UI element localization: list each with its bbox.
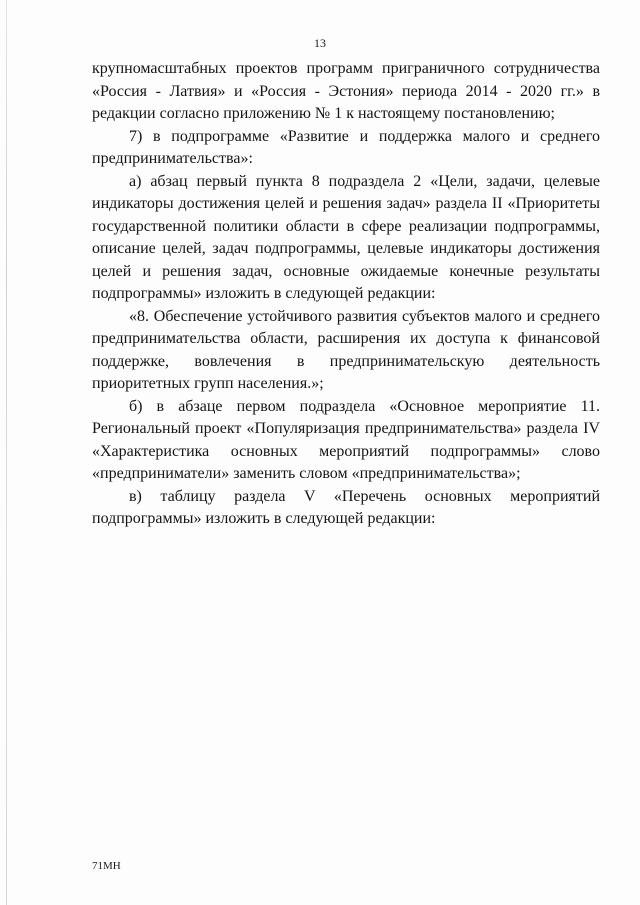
paragraph-item-a: а) абзац первый пункта 8 подраздела 2 «Цели, задачи, целевые индикаторы достижения целей и решения задач» раздела II «Приоритеты государственной политики области в сфере реализации подпрограммы, описание целей, задач подпрограммы, целевые индикаторы достижения целей и решения задач, основные ожидаемые конечные результаты подпрограммы» изложить в следующей редакции: [92,172,600,302]
paragraph-item-7: 7) в подпрограмме «Развитие и поддержка малого и среднего предпринимательства»: [92,127,600,167]
paragraph-quote-8: «8. Обеспечение устойчивого развития субъектов малого и среднего предпринимательства области, расширения их доступа к финансовой поддержке, вовлечения в предпринимательскую деятельность приоритетных групп населения.»; [92,307,600,392]
scan-edge-shadow [6,0,7,905]
document-body [92,58,600,531]
page-number: 13 [314,36,326,50]
paragraph-item-b: б) в абзаце первом подраздела «Основное мероприятие 11. Региональный проект «Популяризация предпринимательства» раздела IV «Характеристика основных мероприятий подпрограммы» слово «предприниматели» заменить словом «предпринимательства»; [92,397,600,482]
paragraph-item-v: в) таблицу раздела V «Перечень основных мероприятий подпрограммы» изложить в следующей редакции: [92,487,600,527]
paragraph-continuation: крупномасштабных проектов программ приграничного сотрудничества «Россия - Латвия» и «Россия - Эстония» периода 2014 - 2020 гг.» в редакции согласно приложению № 1 к настоящему постановлению; [92,60,600,122]
document-code: 71МН [92,860,121,872]
